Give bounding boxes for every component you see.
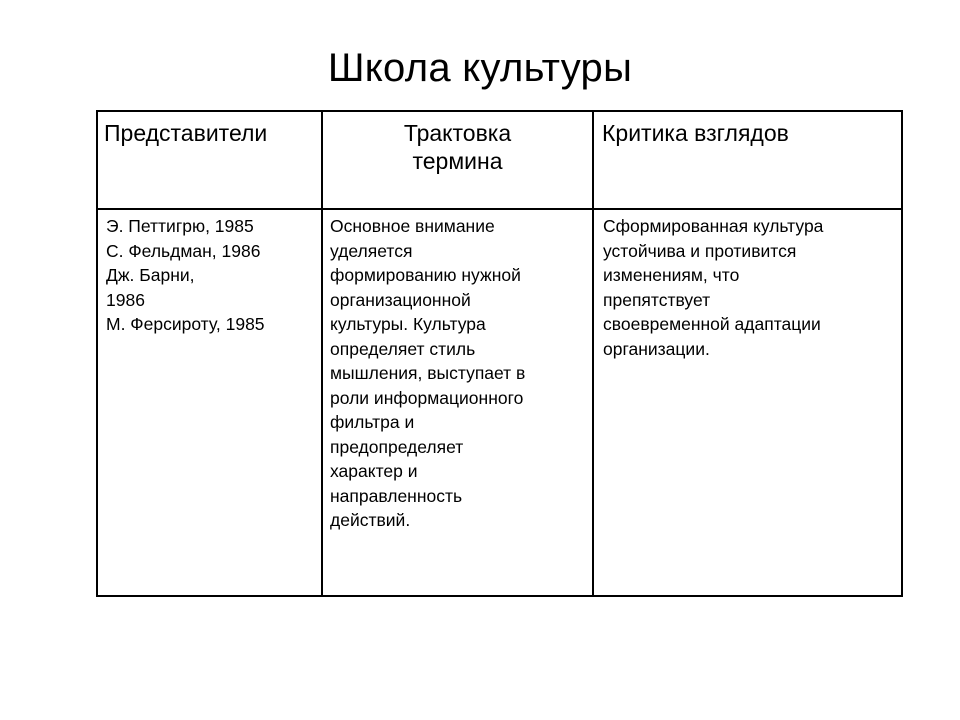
interpretation-line: роли информационного [330, 387, 524, 408]
interpretation-line: предопределяет [330, 436, 464, 457]
representative-line: 1986 [106, 289, 145, 310]
criticism-line: устойчива и противится [603, 240, 797, 261]
header-representatives [97, 111, 322, 209]
representative-line: С. Фельдман, 1986 [106, 240, 261, 261]
slide-title: Школа культуры [327, 46, 633, 90]
interpretation-line: характер и [330, 461, 418, 481]
interpretation-line: культуры. Культура [330, 314, 486, 334]
representative-line: Э. Петтигрю, 1985 [106, 216, 254, 236]
header-text-line: Критика взглядов [602, 120, 789, 146]
criticism-line: своевременной адаптации [603, 314, 821, 334]
header-text-line: Трактовка [403, 120, 512, 146]
criticism-line: изменениям, что [603, 265, 740, 285]
table-row [97, 209, 902, 596]
representative-line: Дж. Барни, [106, 265, 195, 285]
interpretation-line: фильтра и [330, 412, 415, 432]
interpretation-line: мышления, выступает в [330, 363, 526, 383]
interpretation-line: направленность [330, 485, 463, 506]
criticism-line: организации. [603, 338, 710, 359]
interpretation-line: формированию нужной [330, 265, 521, 285]
criticism-line: препятствует [603, 289, 711, 310]
header-criticism [593, 111, 902, 209]
header-interpretation [322, 111, 593, 209]
interpretation-line: уделяется [330, 240, 413, 261]
interpretation-line: определяет стиль [330, 338, 476, 359]
cell-interpretation [322, 209, 593, 596]
culture-school-table [96, 110, 903, 597]
interpretation-line: Основное внимание [330, 216, 495, 236]
table-header-row [97, 111, 902, 209]
cell-criticism [593, 209, 902, 596]
header-text-line: термина [412, 148, 503, 174]
cell-representatives [97, 209, 322, 596]
interpretation-line: организационной [330, 289, 471, 310]
header-text-line: Представители [104, 120, 268, 146]
interpretation-line: действий. [330, 510, 411, 530]
representative-line: М. Ферсироту, 1985 [106, 314, 265, 334]
criticism-line: Сформированная культура [603, 216, 824, 236]
